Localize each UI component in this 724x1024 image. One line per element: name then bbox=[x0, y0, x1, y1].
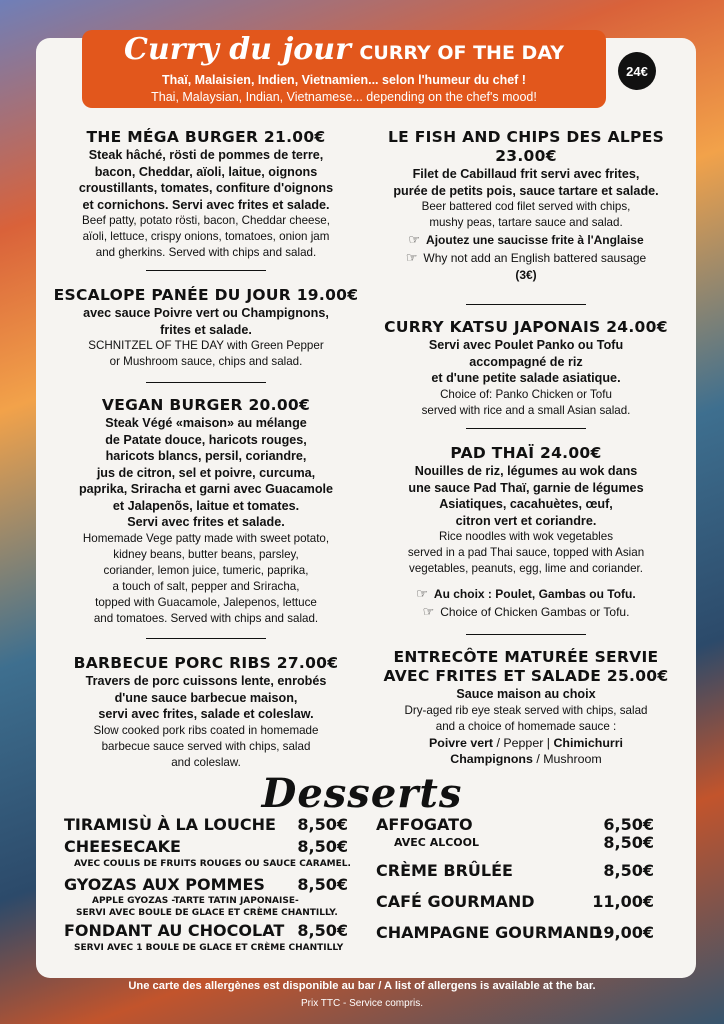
dessert-item: CHEESECAKE 8,50€ bbox=[64, 837, 348, 856]
dish-vegan-burger: VEGAN BURGER 20.00€ Steak Végé «maison» au mélange de Patate douce, haricots rouges, haricots blancs, persil, coriandre, jus de citron, sel et poivre, curcuma, paprika, Sriracha et garni avec Guacamole et Jalapenõs, laitue et tomates. Servi avec frites et salade. Homemade Vege patty made with sweet potato, kidney beans, butter beans, parsley, coriander, lemon juice, tumeric, paprika, a touch of salt, pepper and Sriracha, topped with Guacamole, Jalepenos, lettuce and tomatoes. Served with chips and salad. bbox=[50, 396, 362, 627]
dessert-note: SERVI AVEC BOULE DE GLACE ET CRÈME CHANTILLY. bbox=[76, 908, 338, 918]
curry-english-desc: Thai, Malaysian, Indian, Vietnamese... depending on the chef's mood! bbox=[151, 90, 537, 104]
pointing-hand-icon: ☞ bbox=[416, 586, 428, 601]
dessert-item: GYOZAS AUX POMMES 8,50€ bbox=[64, 875, 348, 894]
curry-script-title: Curry du jour bbox=[124, 32, 351, 67]
pointing-hand-icon: ☞ bbox=[405, 250, 418, 265]
dish-pad-thai: PAD THAÏ 24.00€ Nouilles de riz, légumes au wok dans une sauce Pad Thaï, garnie de légumes Asiatiques, cacahuètes, œuf, citron vert et coriandre. Rice noodles with wok vegetables served in a pad Thai sauce, topped with Asian vegetables, peanuts, egg, lime and coriander. ☞ Au choix : Poulet, Gambas ou Tofu. ☞ Choice of Chicken Gambas or Tofu. bbox=[370, 444, 682, 621]
separator bbox=[146, 270, 266, 271]
dish-title: LE FISH AND CHIPS DES ALPES bbox=[387, 128, 665, 146]
curry-banner bbox=[82, 30, 606, 108]
dish-bbq-ribs: BARBECUE PORC RIBS 27.00€ Travers de porc cuissons lente, enrobés d'une sauce barbecue maison, servi avec frites, salade et coleslaw. Slow cooked pork ribs coated in homemade barbecue sauce served with chips, salad and coleslaw. bbox=[50, 654, 362, 771]
dessert-note: SERVI AVEC 1 BOULE DE GLACE ET CRÈME CHANTILLY bbox=[74, 943, 344, 953]
dish-title: VEGAN BURGER 20.00€ bbox=[101, 396, 311, 414]
dish-title-line2: AVEC FRITES ET SALADE 25.00€ bbox=[383, 667, 669, 685]
dessert-note: AVEC COULIS DE FRUITS ROUGES OU SAUCE CARAMEL. bbox=[74, 859, 351, 869]
separator bbox=[146, 382, 266, 383]
dish-mega-burger: THE MÉGA BURGER 21.00€ Steak hâché, rösti de pommes de terre, bacon, Cheddar, aïoli, laitue, oignons croustillants, tomates, confiture d'oignons et cornichons. Servi avec frites et salade. Beef patty, potato rösti, bacon, Cheddar cheese, aïoli, lettuce, crispy onions, tomatoes, onion jam and gherkins. Served with chips and salad. bbox=[50, 128, 362, 261]
dessert-note: APPLE GYOZAS -TARTE TATIN JAPONAISE- bbox=[92, 896, 299, 906]
dish-title: BARBECUE PORC RIBS 27.00€ bbox=[73, 654, 339, 672]
tax-note: Prix TTC - Service compris. bbox=[300, 998, 424, 1009]
dish-fish-and-chips: LE FISH AND CHIPS DES ALPES 23.00€ Filet de Cabillaud frit servi avec frites, purée de petits pois, sauce tartare et salade. Beer battered cod filet served with chips, mushy peas, tartare sauce and salad. ☞ Ajoutez une saucisse frite à l'Anglaise ☞ Why not add an English battered sausage (3€) bbox=[370, 128, 682, 284]
left-column bbox=[50, 128, 362, 778]
dish-title: ENTRECÔTE MATURÉE SERVIE bbox=[393, 648, 659, 666]
dish-curry-katsu: CURRY KATSU JAPONAIS 24.00€ Servi avec Poulet Panko ou Tofu accompagné de riz et d'une petite salade asiatique. Choice of: Panko Chicken or Tofu served with rice and a small Asian salad. bbox=[370, 318, 682, 419]
dessert-item: CAFÉ GOURMAND 11,00€ bbox=[376, 892, 654, 911]
dessert-item: CHAMPAGNE GOURMAND 19,00€ bbox=[376, 923, 654, 942]
dish-title: ESCALOPE PANÉE DU JOUR 19.00€ bbox=[53, 286, 359, 304]
dish-title: THE MÉGA BURGER 21.00€ bbox=[86, 128, 326, 146]
dish-price: 23.00€ bbox=[495, 147, 557, 165]
curry-price-badge: 24€ bbox=[618, 52, 656, 90]
curry-english-title: CURRY OF THE DAY bbox=[359, 42, 564, 64]
dessert-item: CRÈME BRÛLÉE 8,50€ bbox=[376, 861, 654, 880]
dessert-item: FONDANT AU CHOCOLAT 8,50€ bbox=[64, 921, 348, 940]
pointing-hand-icon: ☞ bbox=[422, 604, 435, 619]
allergens-note: Une carte des allergènes est disponible au bar / A list of allergens is available at the bar. bbox=[128, 980, 596, 992]
dessert-item: AFFOGATO 6,50€ bbox=[376, 815, 654, 834]
separator bbox=[466, 634, 586, 635]
separator bbox=[466, 428, 586, 429]
dessert-item: TIRAMISÙ À LA LOUCHE 8,50€ bbox=[64, 815, 348, 834]
separator bbox=[146, 638, 266, 639]
dish-escalope: ESCALOPE PANÉE DU JOUR 19.00€ avec sauce Poivre vert ou Champignons, frites et salade. SCHNITZEL OF THE DAY with Green Pepper or Mushroom sauce, chips and salad. bbox=[50, 286, 362, 370]
dish-title: CURRY KATSU JAPONAIS 24.00€ bbox=[384, 318, 668, 336]
dish-title: PAD THAÏ 24.00€ bbox=[450, 444, 602, 462]
dish-entrecote: ENTRECÔTE MATURÉE SERVIE AVEC FRITES ET SALADE 25.00€ Sauce maison au choix Dry-aged rib eye steak served with chips, salad and a choice of homemade sauce : Poivre vert / Pepper | Chimichurri Champignons / Mushroom bbox=[370, 648, 682, 767]
desserts-title: Desserts bbox=[261, 770, 463, 817]
curry-french-desc: Thaï, Malaisien, Indien, Vietnamien... selon l'humeur du chef ! bbox=[162, 73, 526, 87]
pointing-hand-icon: ☞ bbox=[408, 232, 421, 247]
dessert-item: AVEC ALCOOL 8,50€ bbox=[394, 833, 654, 852]
right-column bbox=[370, 128, 682, 778]
separator bbox=[466, 304, 586, 305]
